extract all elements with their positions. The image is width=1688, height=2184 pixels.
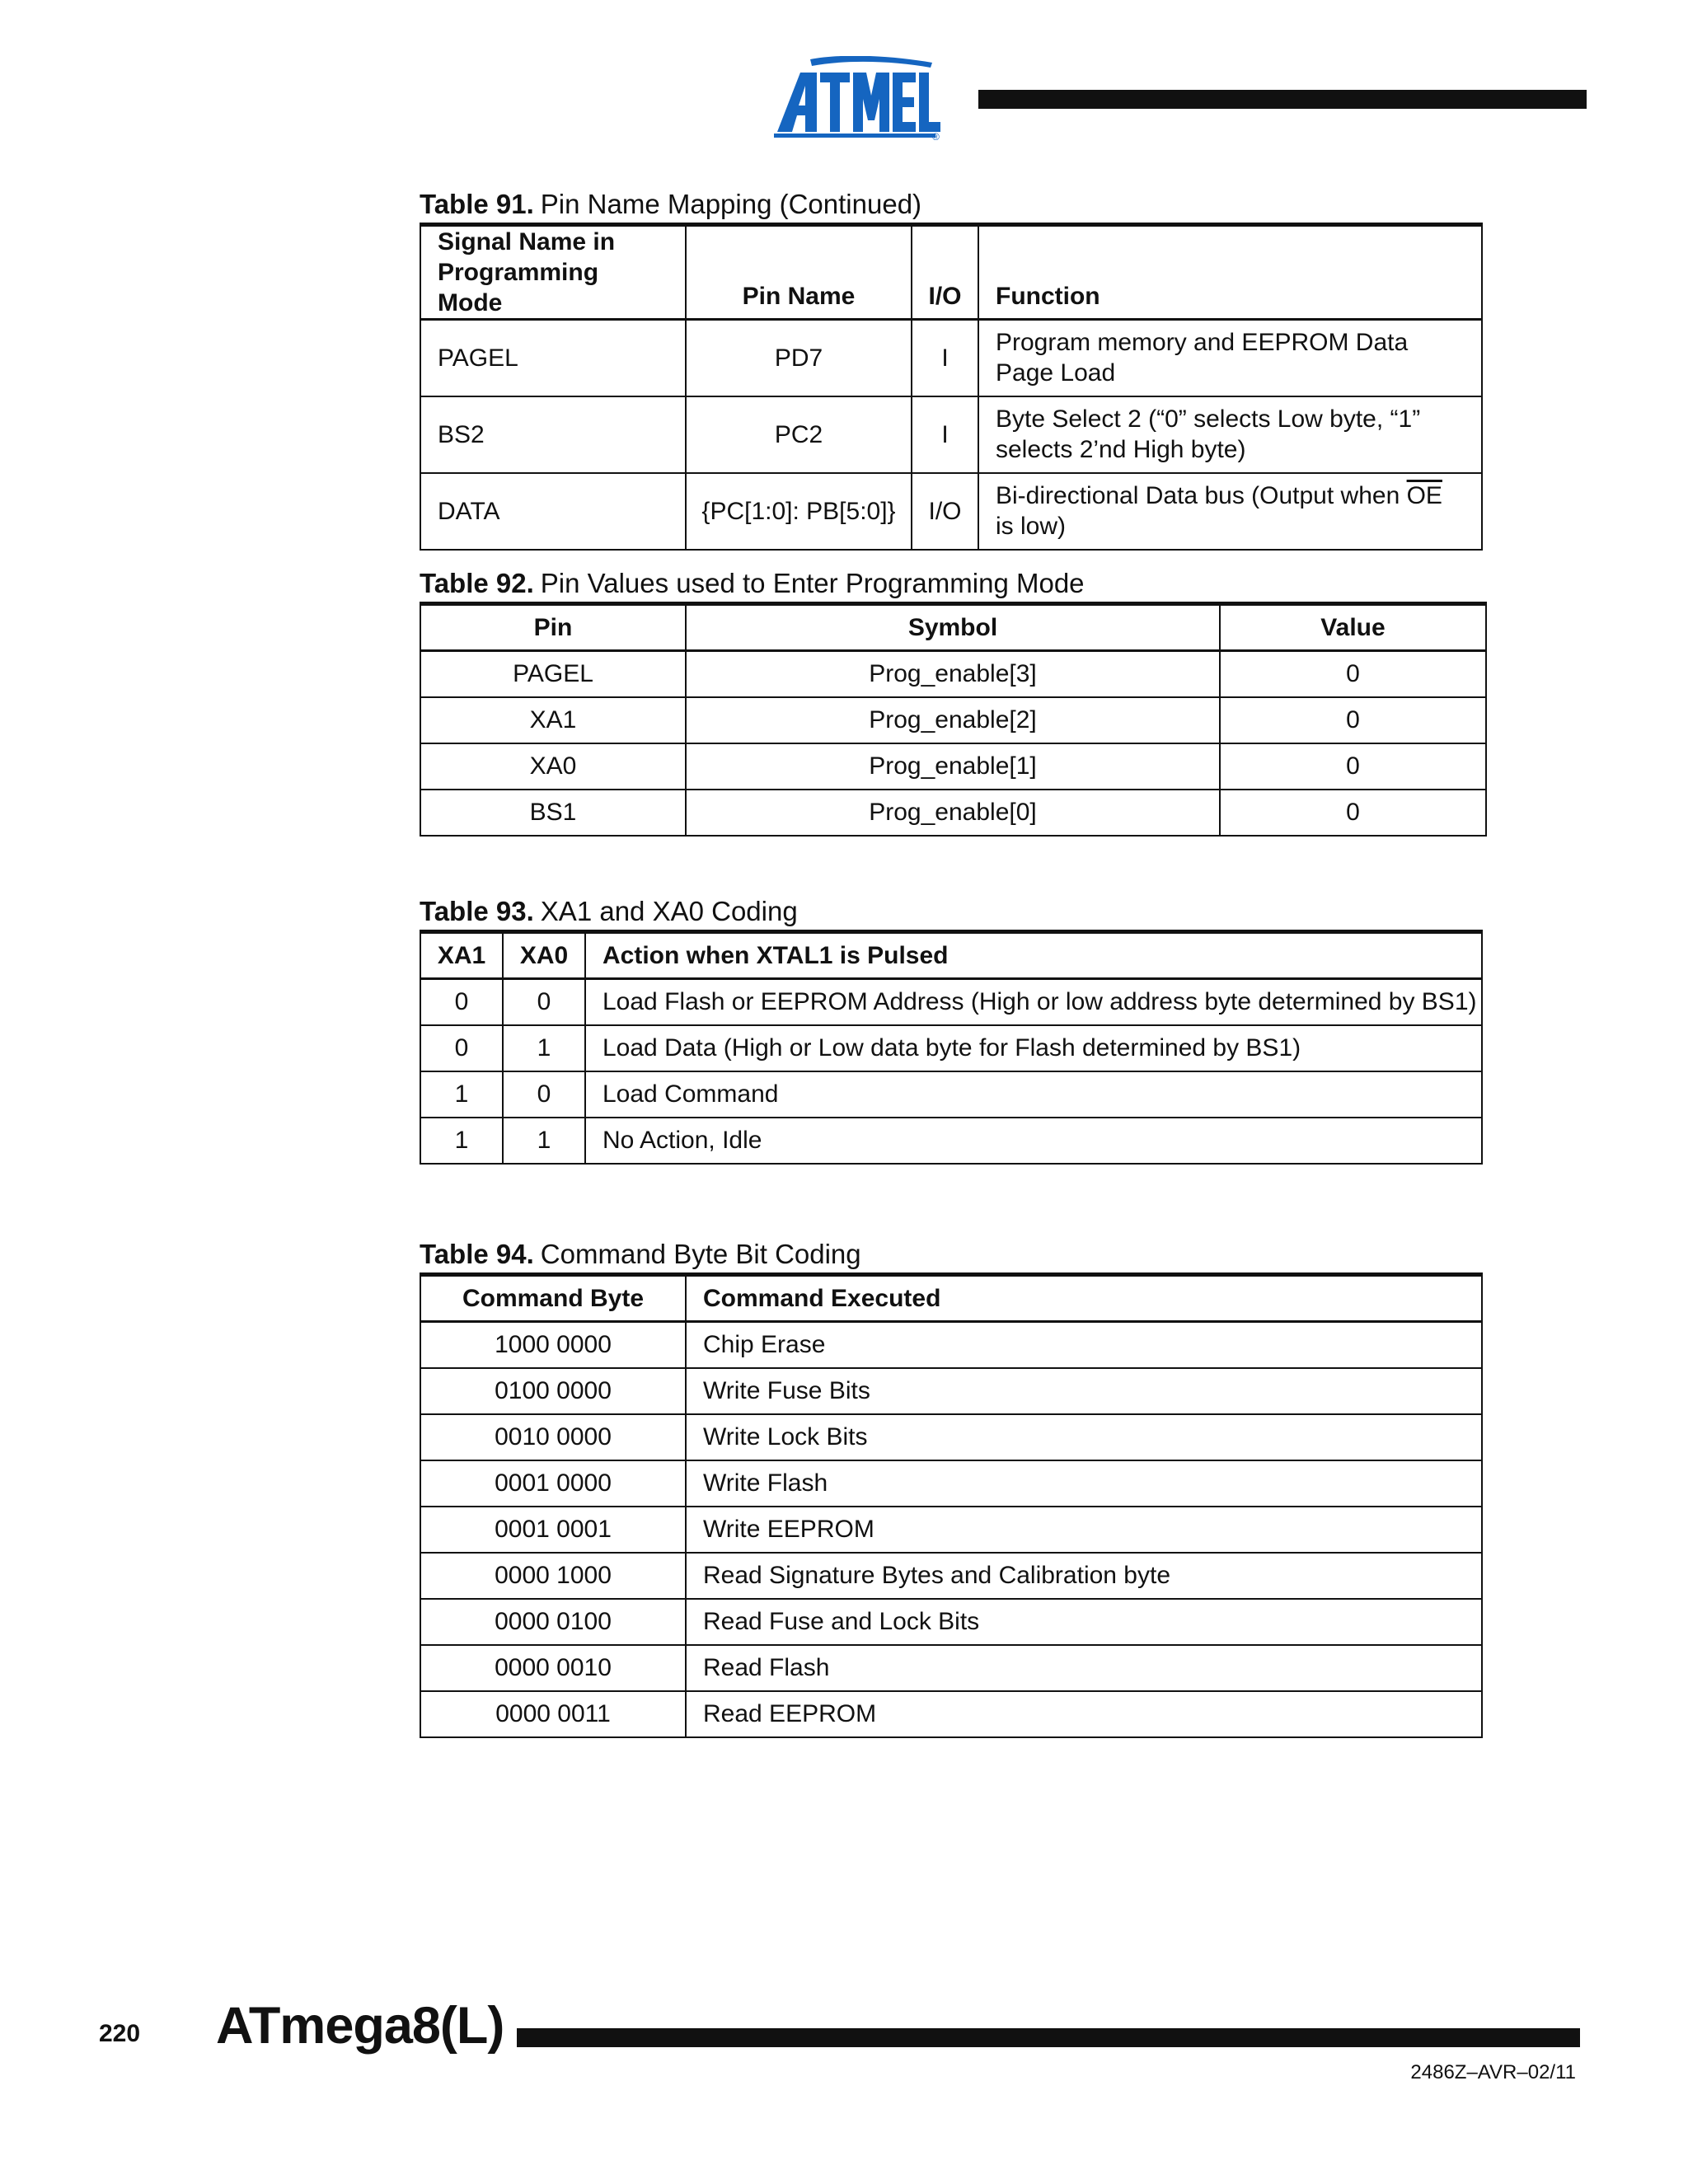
table-row xyxy=(420,697,1486,743)
cell-xa1: 0 xyxy=(420,1025,503,1071)
table-93-number: Table 93. xyxy=(420,896,534,926)
cell-value: 0 xyxy=(1220,651,1486,697)
header-command-byte: Command Byte xyxy=(420,1275,686,1322)
header-xa1: XA1 xyxy=(420,932,503,979)
cell-command-byte: 0000 0100 xyxy=(420,1599,686,1645)
cell-command-executed: Read EEPROM xyxy=(686,1691,1482,1737)
table-94-number: Table 94. xyxy=(420,1239,534,1269)
header-pin-name: Pin Name xyxy=(686,225,912,320)
table-91 xyxy=(420,223,1483,551)
cell-pin: BS1 xyxy=(420,790,686,836)
document-title: ATmega8(L) xyxy=(216,1997,504,2055)
registered-mark: ® xyxy=(932,131,940,140)
cell-function: Byte Select 2 (“0” selects Low byte, “1” selects 2’nd High byte) xyxy=(978,396,1482,473)
header-signal-name: Signal Name in Programming Mode xyxy=(420,225,686,320)
cell-io: I xyxy=(912,320,978,396)
table-91-header-row xyxy=(420,225,1482,320)
table-row xyxy=(420,1691,1482,1737)
cell-signal: BS2 xyxy=(420,396,686,473)
cell-xa0: 1 xyxy=(503,1118,585,1164)
cell-pin: PAGEL xyxy=(420,651,686,697)
cell-xa0: 0 xyxy=(503,979,585,1025)
table-93-title: XA1 and XA0 Coding xyxy=(540,896,798,926)
table-94 xyxy=(420,1272,1483,1738)
table-93-caption xyxy=(420,893,1483,930)
table-row xyxy=(420,1414,1482,1460)
function-text-pre: Bi-directional Data bus (Output when xyxy=(996,482,1407,509)
table-91-caption xyxy=(420,186,1483,223)
cell-pin: PD7 xyxy=(686,320,912,396)
table-row xyxy=(420,1553,1482,1599)
cell-command-executed: Write EEPROM xyxy=(686,1507,1482,1553)
cell-command-executed: Write Flash xyxy=(686,1460,1482,1507)
cell-signal: PAGEL xyxy=(420,320,686,396)
table-92-block xyxy=(420,565,1487,837)
cell-xa1: 0 xyxy=(420,979,503,1025)
cell-io: I xyxy=(912,396,978,473)
table-row xyxy=(420,1460,1482,1507)
table-row xyxy=(420,1025,1482,1071)
table-93 xyxy=(420,930,1483,1165)
table-91-title: Pin Name Mapping (Continued) xyxy=(540,189,922,219)
header-symbol: Symbol xyxy=(686,604,1220,651)
page-number: 220 xyxy=(99,2020,141,2047)
table-row xyxy=(420,1118,1482,1164)
cell-command-byte: 0010 0000 xyxy=(420,1414,686,1460)
table-row xyxy=(420,1368,1482,1414)
cell-symbol: Prog_enable[3] xyxy=(686,651,1220,697)
cell-command-executed: Write Fuse Bits xyxy=(686,1368,1482,1414)
table-row xyxy=(420,1645,1482,1691)
table-row xyxy=(420,651,1486,697)
cell-command-byte: 0001 0001 xyxy=(420,1507,686,1553)
table-94-header-row xyxy=(420,1275,1482,1322)
atmel-logo xyxy=(771,56,944,140)
header-xa0: XA0 xyxy=(503,932,585,979)
table-row xyxy=(420,743,1486,790)
cell-symbol: Prog_enable[2] xyxy=(686,697,1220,743)
table-row xyxy=(420,1322,1482,1368)
header-bar xyxy=(978,90,1587,109)
header-pin: Pin xyxy=(420,604,686,651)
cell-symbol: Prog_enable[0] xyxy=(686,790,1220,836)
table-91-number: Table 91. xyxy=(420,189,534,219)
cell-action: No Action, Idle xyxy=(585,1118,1482,1164)
cell-command-byte: 0001 0000 xyxy=(420,1460,686,1507)
table-row xyxy=(420,979,1482,1025)
table-row xyxy=(420,1071,1482,1118)
table-row xyxy=(420,1599,1482,1645)
cell-function: Program memory and EEPROM Data Page Load xyxy=(978,320,1482,396)
document-code: 2486Z–AVR–02/11 xyxy=(1410,2061,1576,2083)
cell-action: Load Data (High or Low data byte for Flash determined by BS1) xyxy=(585,1025,1482,1071)
cell-command-byte: 0100 0000 xyxy=(420,1368,686,1414)
cell-pin: XA0 xyxy=(420,743,686,790)
cell-action: Load Command xyxy=(585,1071,1482,1118)
header-action: Action when XTAL1 is Pulsed xyxy=(585,932,1482,979)
cell-function xyxy=(978,473,1482,550)
cell-symbol: Prog_enable[1] xyxy=(686,743,1220,790)
table-92 xyxy=(420,602,1487,837)
table-row xyxy=(420,396,1482,473)
cell-io: I/O xyxy=(912,473,978,550)
cell-value: 0 xyxy=(1220,743,1486,790)
header-function: Function xyxy=(978,225,1482,320)
function-text-post: is low) xyxy=(996,513,1067,540)
cell-xa1: 1 xyxy=(420,1071,503,1118)
table-93-block xyxy=(420,893,1483,1165)
table-92-number: Table 92. xyxy=(420,568,534,598)
table-92-title: Pin Values used to Enter Programming Mode xyxy=(540,568,1085,598)
table-row xyxy=(420,320,1482,396)
cell-command-byte: 0000 1000 xyxy=(420,1553,686,1599)
table-91-block xyxy=(420,186,1483,551)
cell-command-executed: Write Lock Bits xyxy=(686,1414,1482,1460)
header-io: I/O xyxy=(912,225,978,320)
cell-action: Load Flash or EEPROM Address (High or low address byte determined by BS1) xyxy=(585,979,1482,1025)
footer-bar xyxy=(517,2028,1580,2047)
cell-command-executed: Read Flash xyxy=(686,1645,1482,1691)
header-value: Value xyxy=(1220,604,1486,651)
cell-command-executed: Read Fuse and Lock Bits xyxy=(686,1599,1482,1645)
cell-xa1: 1 xyxy=(420,1118,503,1164)
table-row xyxy=(420,473,1482,550)
table-94-block xyxy=(420,1236,1483,1738)
table-94-caption xyxy=(420,1236,1483,1272)
table-93-header-row xyxy=(420,932,1482,979)
table-row xyxy=(420,1507,1482,1553)
cell-signal: DATA xyxy=(420,473,686,550)
cell-xa0: 0 xyxy=(503,1071,585,1118)
cell-command-executed: Read Signature Bytes and Calibration byte xyxy=(686,1553,1482,1599)
cell-pin: PC2 xyxy=(686,396,912,473)
cell-pin: XA1 xyxy=(420,697,686,743)
table-92-caption xyxy=(420,565,1487,602)
function-text-oe: $\overline{OE}$ xyxy=(1406,482,1442,509)
header-command-executed: Command Executed xyxy=(686,1275,1482,1322)
table-94-title: Command Byte Bit Coding xyxy=(540,1239,861,1269)
cell-value: 0 xyxy=(1220,790,1486,836)
cell-command-byte: 1000 0000 xyxy=(420,1322,686,1368)
cell-pin: {PC[1:0]: PB[5:0]} xyxy=(686,473,912,550)
cell-value: 0 xyxy=(1220,697,1486,743)
table-92-header-row xyxy=(420,604,1486,651)
cell-xa0: 1 xyxy=(503,1025,585,1071)
cell-command-executed: Chip Erase xyxy=(686,1322,1482,1368)
table-row xyxy=(420,790,1486,836)
cell-command-byte: 0000 0011 xyxy=(420,1691,686,1737)
cell-command-byte: 0000 0010 xyxy=(420,1645,686,1691)
